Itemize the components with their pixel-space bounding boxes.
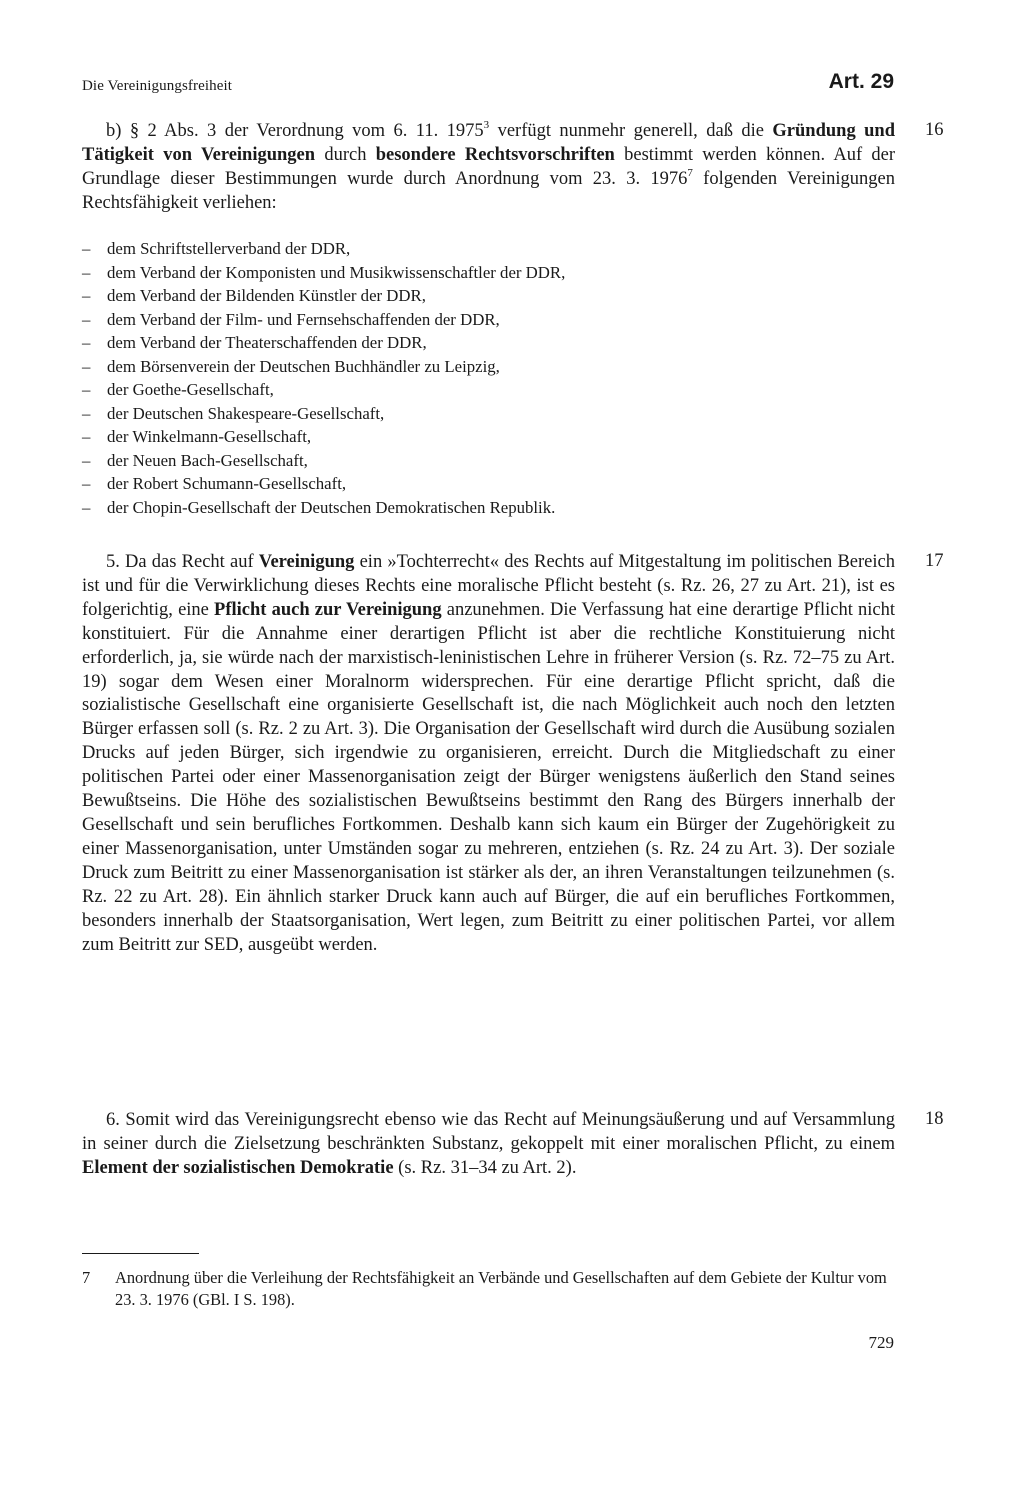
list-item: – der Chopin-Gesellschaft der Deutschen Demokratischen Republik. (82, 498, 556, 518)
list-item: – dem Schriftstellerverband der DDR, (82, 239, 351, 258)
footnote-mark: 7 (82, 1268, 91, 1287)
margin-number-16: 16 (925, 120, 944, 140)
paragraph-17: 5. Da das Recht auf Vereinigung ein »Tochterrecht« des Rechts auf Mitgestaltung im politischen Bereich ist und für die Verwirklichung dieses Rechts eine moralische Pflicht besteht (s. Rz. 26, 27 zu Art. 21), ist es folgerichtig, eine Pflicht auch zur Vereinigung anzunehmen. Die Verfassung hat eine derartige Pflicht nicht konstituiert. Für die Annahme einer derartigen Pflicht ist aber die rechtliche Konstituierung nicht erforderlich, ja, sie würde nach der marxistisch-leninistischen Lehre in früherer Version (s. Rz. 72–75 zu Art. 19) sogar dem Wesen einer Moralnorm widersprechen. Für eine derartige Pflicht spricht, daß die sozialistische Gesellschaft eine organisierte Gesellschaft ist, die nach Möglichkeit auch noch den letzten Bürger erfassen soll (s. Rz. 2 zu Art. 3). Die Organisation der Gesellschaft wird durch die Ausübung sozialen Drucks auf jeden Bürger, sich irgendwie zu organisieren, erreicht. Durch die Mitgliedschaft zu einer politischen Partei oder einer Massenorganisation zeigt der Bürger wenigstens äußerlich den Stand seines Bewußtseins. Die Höhe des sozialistischen Bewußtseins bestimmt den Rang des Bürgers innerhalb der Gesellschaft und sein berufliches Fortkommen. Deshalb kann sich kaum ein Bürger der Zugehörigkeit zu einer Massenorganisation, unter Umständen sogar zu mehreren, entziehen (s. Rz. 24 zu Art. 3). Der soziale Druck zum Beitritt zu einer Massenorganisation ist stärker als der, an ihren Veranstaltungen teilzunehmen (s. Rz. 22 zu Art. 28). Ein ähnlich starker Druck kann auch auf Bürger, die auf ein berufliches Fortkommen, besonders innerhalb der Staatsorganisation, Wert legen, zum Beitritt zu einer politischen Partei, vor allem zum Beitritt zur SED, ausgeübt werden. (82, 552, 895, 955)
list-item: – der Goethe-Gesellschaft, (82, 380, 274, 400)
emphasis: Gründung und Tätigkeit von Vereinigungen (82, 121, 895, 165)
list-item: – dem Verband der Film- und Fernsehschaffenden der DDR, (82, 309, 500, 329)
list-item: – dem Verband der Bildenden Künstler der DDR, (82, 286, 426, 306)
list-item: – dem Börsenverein der Deutschen Buchhändler zu Leipzig, (82, 356, 500, 376)
list-item: – dem Verband der Theaterschaffenden der DDR, (82, 333, 427, 353)
emphasis: Vereinigung (258, 552, 355, 572)
paragraph-18: 6. Somit wird das Vereinigungsrecht ebenso wie das Recht auf Meinungsäußerung und auf Versammlung in seiner durch die Zielsetzung beschränkten Substanz, gekoppelt mit einer moralischen Pflicht, zu einem Element der sozialistischen Demokratie (s. Rz. 31–34 zu Art. 2). (82, 1110, 895, 1178)
association-list (82, 237, 902, 520)
page-number: 729 (868, 1333, 894, 1352)
footnote-ref: 7 (687, 166, 693, 179)
footnote (82, 1267, 897, 1311)
footnote-divider (82, 1253, 199, 1254)
list-item: – der Deutschen Shakespeare-Gesellschaft, (82, 403, 385, 423)
list-item: – der Robert Schumann-Gesellschaft, (82, 474, 347, 494)
running-title: Die Vereinigungsfreiheit (82, 78, 232, 94)
footnote-text: Anordnung über die Verleihung der Rechtsfähigkeit an Verbände und Gesellschaften auf dem Gebiete der Kultur vom 23. 3. 1976 (GBl. I S. 198). (115, 1268, 887, 1309)
list-item: – der Winkelmann-Gesellschaft, (82, 427, 312, 447)
emphasis: Pflicht auch zur Vereinigung (214, 599, 442, 620)
footnote-ref: 3 (483, 118, 490, 131)
paragraph-16: b) § 2 Abs. 3 der Verordnung vom 6. 11. 1975$^3$ verfügt nunmehr generell, daß die Gründung und Tätigkeit von Vereinigungen durch besondere Rechtsvorschriften bestimmt werden können. Auf der Grundlage dieser Bestimmungen wurde durch Anordnung vom 23. 3. 1976$^7$ folgenden Vereinigungen Rechtsfähigkeit verliehen: (82, 118, 895, 213)
margin-number-17: 17 (925, 551, 944, 571)
emphasis: Element der sozialistischen Demokratie (82, 1157, 394, 1178)
margin-number-18: 18 (925, 1109, 944, 1129)
list-item: – dem Verband der Komponisten und Musikwissenschaftler der DDR, (82, 262, 566, 282)
article-reference: Art. 29 (828, 70, 894, 93)
list-item: – der Neuen Bach-Gesellschaft, (82, 450, 308, 470)
emphasis: besondere Rechtsvorschriften (375, 144, 615, 165)
